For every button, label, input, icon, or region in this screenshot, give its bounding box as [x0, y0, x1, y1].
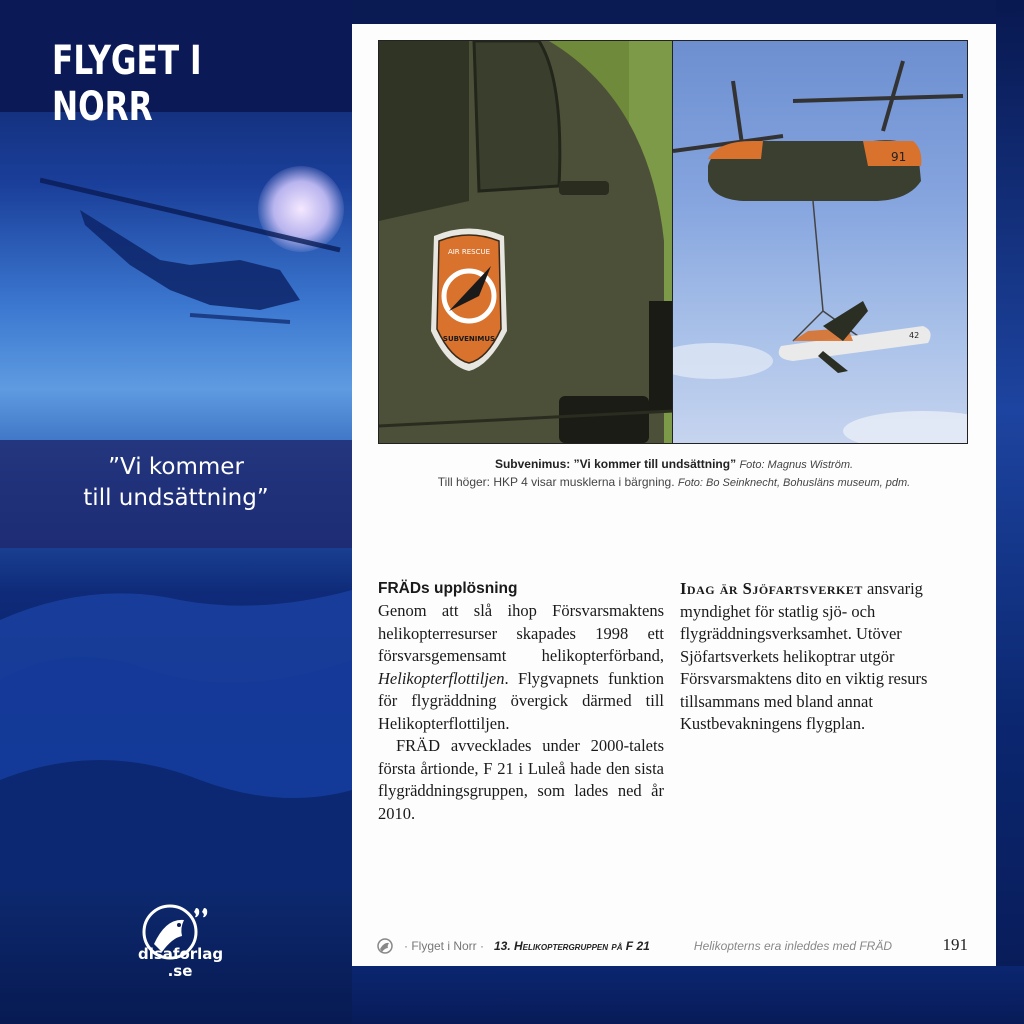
quote-line-2: till undsättning”: [83, 485, 269, 511]
paragraph-1: [378, 600, 664, 735]
logo-text-line-1: disaforlag: [138, 945, 224, 963]
footer-book-title: · Flyget i Norr ·: [404, 939, 485, 953]
paragraph-3-lead: Idag är Sjöfartsverket: [680, 579, 863, 598]
bird-logo-small-icon: [376, 936, 396, 956]
caption-line-2: [372, 474, 976, 492]
top-background: [352, 0, 1024, 24]
footer-chapter: 13. Helikoptergruppen på F 21: [494, 939, 650, 953]
book-page: [352, 24, 996, 966]
quote-line-1: ”Vi kommer: [108, 454, 244, 480]
helicopter-door-image: [379, 41, 673, 443]
caption-title: Subvenimus: ”Vi kommer till undsättning”: [494, 457, 737, 471]
helicopter-lift-image: [673, 41, 967, 443]
left-cover-panel: [0, 0, 352, 1024]
paragraph-1-italic: Helikopterflottiljen: [378, 668, 505, 688]
logo-text-line-2: .se: [167, 962, 193, 980]
photo-hkp4-recovery: [672, 40, 968, 444]
caption-credit-2: Foto: Bo Seinknecht, Bohusläns museum, pdm.: [677, 477, 911, 489]
footer-section: Helikopterns era inleddes med FRÄD: [693, 939, 892, 953]
paragraph-1-b: . Flygvapnets funktion för flygräddning övergick därmed till Helikopterflottiljen.: [378, 668, 664, 733]
section-heading: FRÄDs upplösning: [378, 580, 518, 597]
helicopter-silhouette-icon: [40, 170, 350, 330]
photo-caption: [372, 456, 976, 492]
article-column-2: [680, 578, 966, 736]
caption-credit-1: Foto: Magnus Wiström.: [739, 459, 854, 471]
paragraph-2: FRÄD avvecklades under 2000-talets första årtionde, F 21 i Luleå hade den sista flygräddningsgruppen, som lades ned år 2010.: [378, 736, 664, 823]
bottom-background: [352, 966, 1024, 1024]
caption-description: Till höger: HKP 4 visar musklerna i bärgning.: [437, 475, 675, 489]
page-number: 191: [942, 935, 968, 954]
heli-number: 91: [891, 150, 907, 164]
cover-quote: [0, 452, 352, 514]
caption-line-1: [372, 456, 976, 474]
publisher-logo-text: [138, 946, 222, 980]
photo-helicopter-badge: [378, 40, 674, 444]
badge-text-top: AIR RESCUE: [447, 248, 491, 256]
paragraph-3-body: ansvarig myndighet för statlig sjö- och flygräddningsverksamhet. Utöver Sjöfartsverkets helikoptrar utgör Försvarsmaktens dito en viktig resurs tillsammans med bland annat Kustbevakningens flygplan.: [680, 579, 928, 733]
right-background: [996, 0, 1024, 1024]
badge-text-bottom: SUBVENIMUS: [442, 335, 496, 343]
paragraph-1-a: Genom att slå ihop Försvarsmaktens helikopterresurser skapades 1998 ett försvarsgemensamt helikopterförband,: [378, 601, 664, 665]
mountain-landscape: [0, 560, 352, 890]
plane-number: 42: [909, 331, 920, 340]
article-column-1: [378, 578, 664, 825]
paragraph-3: [680, 578, 966, 736]
page-footer: [376, 934, 968, 958]
series-title: FLYGET I NORR: [52, 38, 202, 130]
